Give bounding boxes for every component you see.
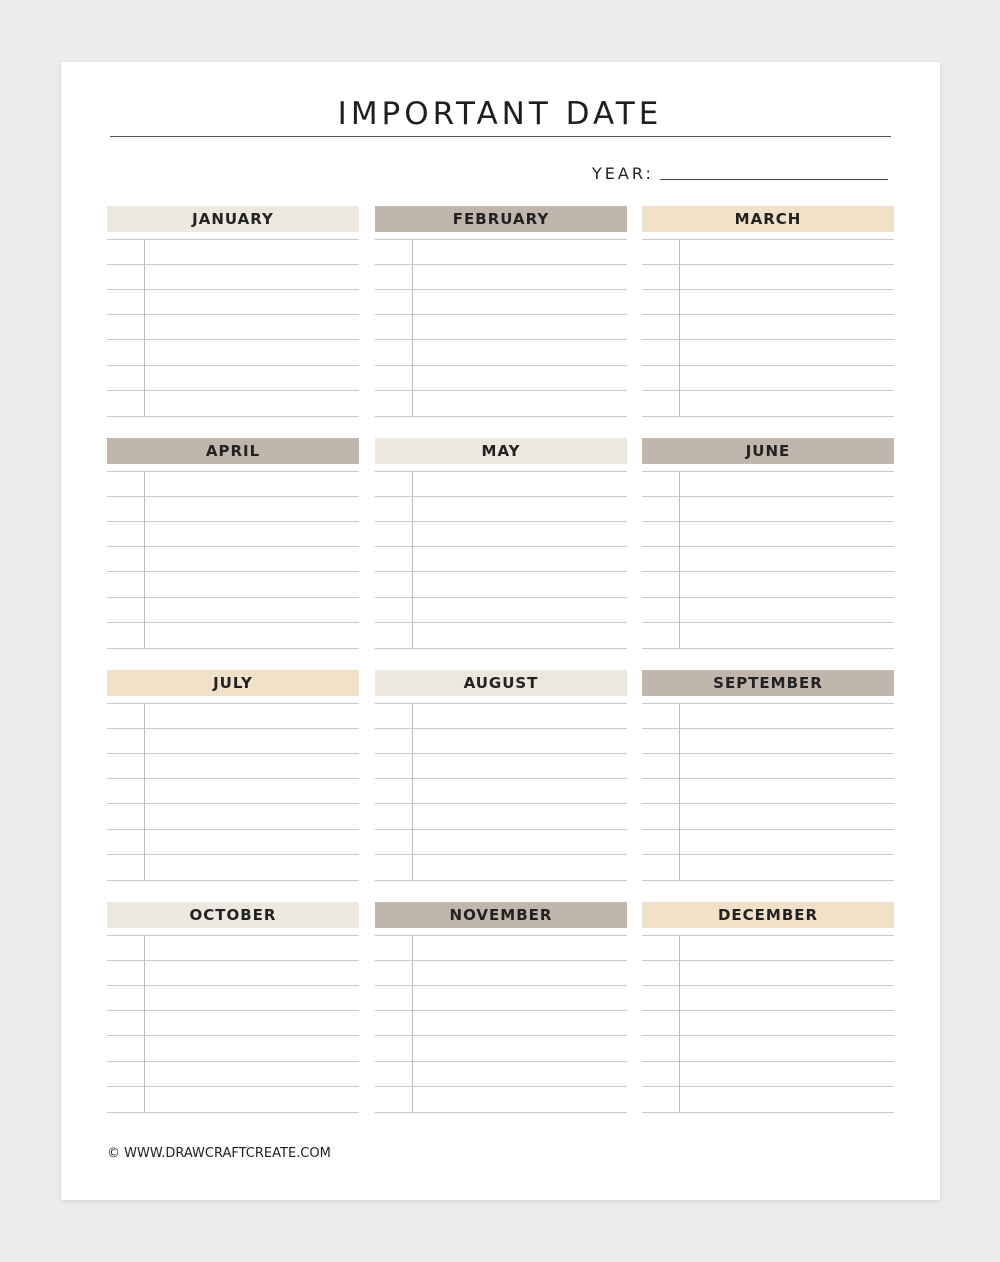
date-column-divider [144,703,145,881]
month-block-october [107,902,359,1114]
date-column-divider [412,703,413,881]
month-header: APRIL [107,438,359,464]
month-header: JANUARY [107,206,359,232]
month-block-march [642,206,894,418]
title-divider [110,136,891,137]
date-column-divider [412,935,413,1113]
date-column-divider [144,471,145,649]
month-block-september [642,670,894,882]
date-column-divider [144,935,145,1113]
month-block-august [375,670,627,882]
month-block-december [642,902,894,1114]
month-header: NOVEMBER [375,902,627,928]
month-header: JUNE [642,438,894,464]
month-block-may [375,438,627,650]
month-header: JULY [107,670,359,696]
month-block-january [107,206,359,418]
month-block-april [107,438,359,650]
date-column-divider [679,703,680,881]
date-column-divider [412,471,413,649]
date-column-divider [144,239,145,417]
month-header: MARCH [642,206,894,232]
month-header: SEPTEMBER [642,670,894,696]
month-block-july [107,670,359,882]
date-column-divider [412,239,413,417]
month-header: DECEMBER [642,902,894,928]
date-column-divider [679,935,680,1113]
month-header: FEBRUARY [375,206,627,232]
page-title: IMPORTANT DATE [337,96,663,132]
year-input-line[interactable] [660,179,888,180]
date-column-divider [679,239,680,417]
month-header: OCTOBER [107,902,359,928]
month-header: AUGUST [375,670,627,696]
month-block-june [642,438,894,650]
month-block-february [375,206,627,418]
month-block-november [375,902,627,1114]
date-column-divider [679,471,680,649]
copyright-footer: © WWW.DRAWCRAFTCREATE.COM [107,1146,331,1161]
month-header: MAY [375,438,627,464]
year-label: YEAR: [592,164,654,183]
